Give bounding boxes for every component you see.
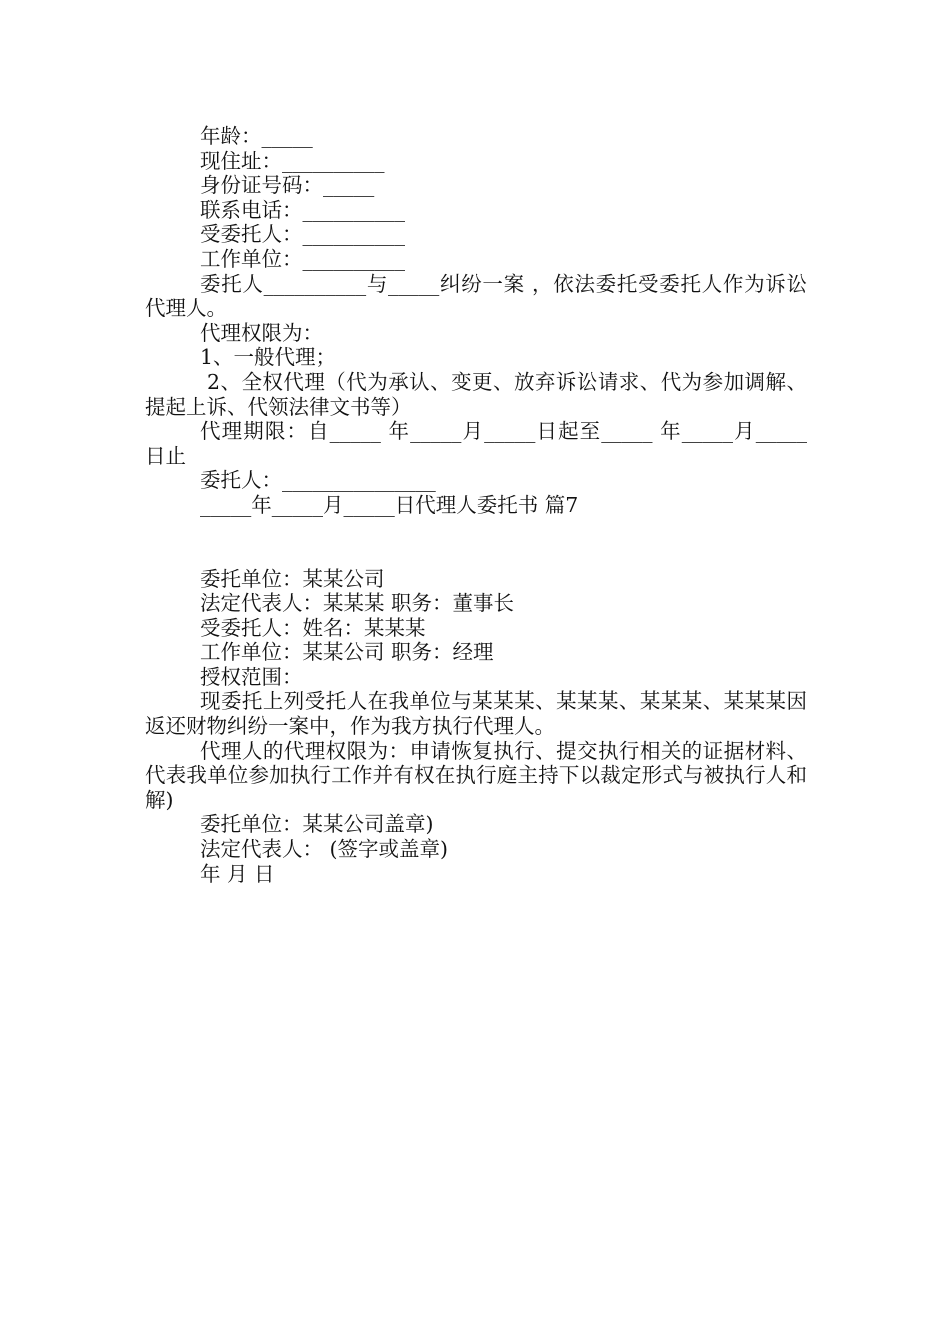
- trustee-name-line: 受委托人：姓名：某某某: [200, 615, 426, 640]
- authority-full: 2、全权代理（代为承认、变更、放弃诉讼请求、代为参加调解、提起上诉、代领法律文书等）: [145, 369, 807, 419]
- agent-authority-paragraph: 代理人的代理权限为：申请恢复执行、提交执行相关的证据材料、代表我单位参加执行工作并有权在执行庭主持下以裁定形式与被执行人和解): [145, 738, 807, 812]
- agency-period-line: 代理期限：自_____ 年_____月_____日起至_____ 年_____月_____日止: [145, 419, 807, 468]
- legal-rep-signature-line: 法定代表人： (签字或盖章): [200, 837, 449, 862]
- client-seal-line: 委托单位：某某公司盖章): [200, 812, 434, 837]
- phone-line: 联系电话：__________: [200, 197, 405, 222]
- legal-rep-line: 法定代表人：某某某 职务：董事长: [200, 591, 515, 616]
- authorization-scope-heading: 授权范围：: [200, 664, 303, 689]
- entrustment-paragraph: 委托人__________与_____纠纷一案 ，依法委托受委托人作为诉讼代理人。: [145, 271, 807, 321]
- trustee-line: 受委托人：__________: [200, 222, 405, 247]
- trustee-work-unit-line: 工作单位：某某公司 职务：经理: [200, 640, 494, 665]
- document-page: [145, 124, 807, 886]
- date-line: 年 月 日: [200, 861, 275, 886]
- authority-general: 1、一般代理；: [200, 345, 337, 370]
- client-unit-line: 委托单位：某某公司: [200, 566, 385, 591]
- work-unit-line: 工作单位：__________: [200, 246, 405, 271]
- section-gap: [145, 518, 807, 567]
- age-line: 年龄：_____: [200, 124, 313, 148]
- authority-heading: 代理权限为：: [200, 320, 323, 345]
- date-and-section-title: _____年_____月_____日代理人委托书 篇7: [200, 492, 579, 517]
- authorization-paragraph: 现委托上列受托人在我单位与某某某、某某某、某某某、某某某因返还财物纠纷一案中，作为我方执行代理人。: [145, 689, 807, 739]
- address-line: 现住址：__________: [200, 148, 385, 173]
- principal-signature-line: 委托人：_______________: [200, 468, 436, 493]
- id-number-line: 身份证号码：_____: [200, 173, 375, 198]
